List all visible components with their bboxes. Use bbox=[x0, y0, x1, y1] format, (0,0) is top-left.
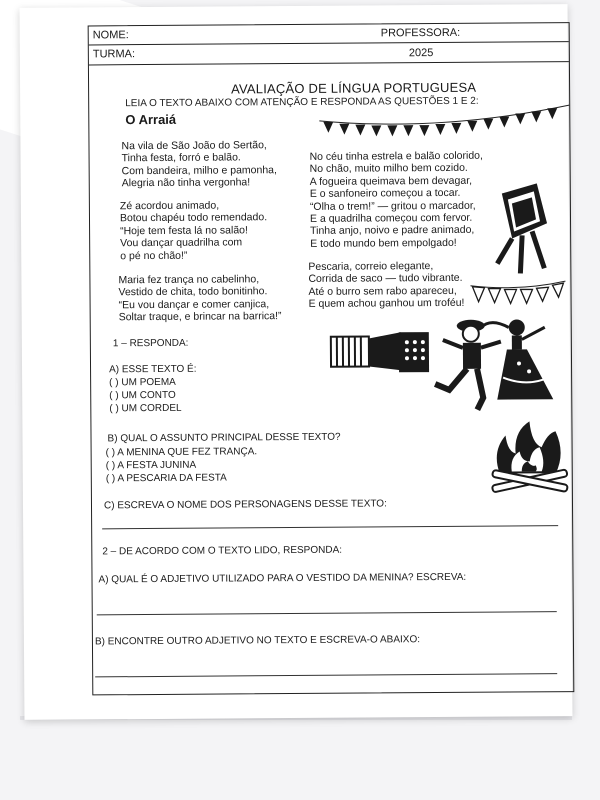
left-stanza-3 bbox=[118, 273, 281, 324]
q1b-options bbox=[106, 445, 258, 485]
q1c-prompt: C) ESCREVA O NOME DOS PERSONAGENS DESSE TEXTO: bbox=[103, 498, 387, 512]
exam-title: AVALIAÇÃO DE LÍNGUA PORTUGUESA bbox=[231, 79, 477, 97]
q2b-answer-line[interactable] bbox=[95, 673, 557, 677]
lantern-illustration bbox=[482, 183, 553, 283]
poem-line: Tinha anjo, noivo e padre animado, bbox=[310, 224, 475, 238]
q1a-prompt: A) ESSE TEXTO É: bbox=[109, 363, 197, 376]
instruction-text: LEIA O TEXTO ABAIXO COM ATENÇÃO E RESPONDA AS QUESTÕES 1 E 2: bbox=[125, 95, 479, 110]
poem-line: Na vila de São João do Sertão, bbox=[121, 139, 267, 153]
q2a-answer-line[interactable] bbox=[97, 611, 557, 615]
poem-line: Pescaria, correio elegante, bbox=[308, 260, 434, 273]
q2b-prompt: B) ENCONTRE OUTRO ADJETIVO NO TEXTO E ESCREVA-O ABAIXO: bbox=[94, 634, 421, 648]
nome-label: NOME: bbox=[92, 29, 129, 42]
q1a-option-1[interactable]: ( ) UM POEMA bbox=[109, 376, 176, 389]
q1b-prompt: B) QUAL O ASSUNTO PRINCIPAL DESSE TEXTO? bbox=[107, 431, 341, 445]
poem-line: “Eu vou dançar e comer canjica, bbox=[118, 297, 270, 312]
q1b-option-1[interactable]: ( ) A MENINA QUE FEZ TRANÇA. bbox=[105, 446, 258, 459]
right-stanza-2 bbox=[308, 260, 464, 311]
q1c-answer-line[interactable] bbox=[102, 525, 558, 529]
q2-heading: 2 – DE ACORDO COM O TEXTO LIDO, RESPONDA: bbox=[102, 544, 343, 558]
q1b-option-3[interactable]: ( ) A PESCARIA DA FESTA bbox=[105, 472, 227, 485]
left-stanza-2 bbox=[120, 199, 268, 262]
poem-line: “Olha o trem!” — gritou o marcador, bbox=[309, 199, 476, 213]
poem-line: E todo mundo bem empolgado! bbox=[310, 236, 457, 250]
bonfire-illustration bbox=[489, 421, 570, 502]
q1a-option-2[interactable]: ( ) UM CONTO bbox=[109, 389, 176, 402]
turma-label: TURMA: bbox=[92, 48, 136, 61]
professora-label: PROFESSORA: bbox=[380, 26, 461, 40]
year-label: 2025 bbox=[408, 47, 434, 60]
q2a-prompt: A) QUAL É O ADJETIVO UTILIZADO PARA O VESTIDO DA MENINA? ESCREVA: bbox=[98, 571, 467, 586]
poem-line: Tinha festa, forró e balão. bbox=[121, 151, 241, 165]
q1a-option-3[interactable]: ( ) UM CORDEL bbox=[109, 402, 182, 415]
poem-line: A fogueira queimava bem devagar, bbox=[309, 174, 473, 188]
header-row-class bbox=[89, 41, 569, 65]
poem-line: Botou chapéu todo remendado. bbox=[119, 211, 268, 225]
poem-line: Vestido de chita, todo bonitinho. bbox=[118, 285, 268, 299]
poem-line: E o sanfoneiro começou a tocar. bbox=[309, 187, 461, 201]
pennants-small bbox=[470, 281, 565, 308]
q1a-options bbox=[109, 376, 182, 416]
poem-line: Com bandeira, milho e pamonha, bbox=[121, 163, 277, 178]
poem-line: Vou dançar quadrilha com bbox=[120, 236, 243, 250]
poem-line: Soltar traque, e brincar na barrica!” bbox=[118, 310, 282, 324]
poem-line: Até o burro sem rabo apareceu, bbox=[308, 284, 457, 298]
q1b-option-2[interactable]: ( ) A FESTA JUNINA bbox=[105, 459, 197, 472]
poem-line: E quem achou ganhou um troféu! bbox=[308, 297, 465, 311]
poem-line: Zé acordou animado, bbox=[119, 199, 220, 213]
exam-sheet bbox=[20, 4, 573, 720]
left-stanza-1 bbox=[121, 139, 277, 190]
poem-line: Maria fez trança no cabelinho, bbox=[118, 273, 260, 287]
poem-line: Corrida de saco — tudo vibrante. bbox=[308, 272, 463, 286]
poem-title: O Arraiá bbox=[125, 111, 177, 128]
poem-line: No céu tinha estrela e balão colorido, bbox=[309, 149, 483, 163]
right-stanza-1 bbox=[310, 150, 484, 250]
q1-heading: 1 – RESPONDA: bbox=[112, 337, 189, 350]
exam-frame bbox=[88, 22, 575, 695]
poem-line: E a quadrilha começou com fervor. bbox=[309, 211, 473, 225]
poem-line: Alegria não tinha vergonha! bbox=[121, 176, 251, 190]
poem-line: “Hoje tem festa lá no salão! bbox=[120, 224, 248, 238]
poem-line: No chão, muito milho bem cozido. bbox=[309, 162, 468, 176]
bunting-flags bbox=[319, 103, 569, 135]
poem-line: o pé no chão!” bbox=[120, 249, 188, 262]
